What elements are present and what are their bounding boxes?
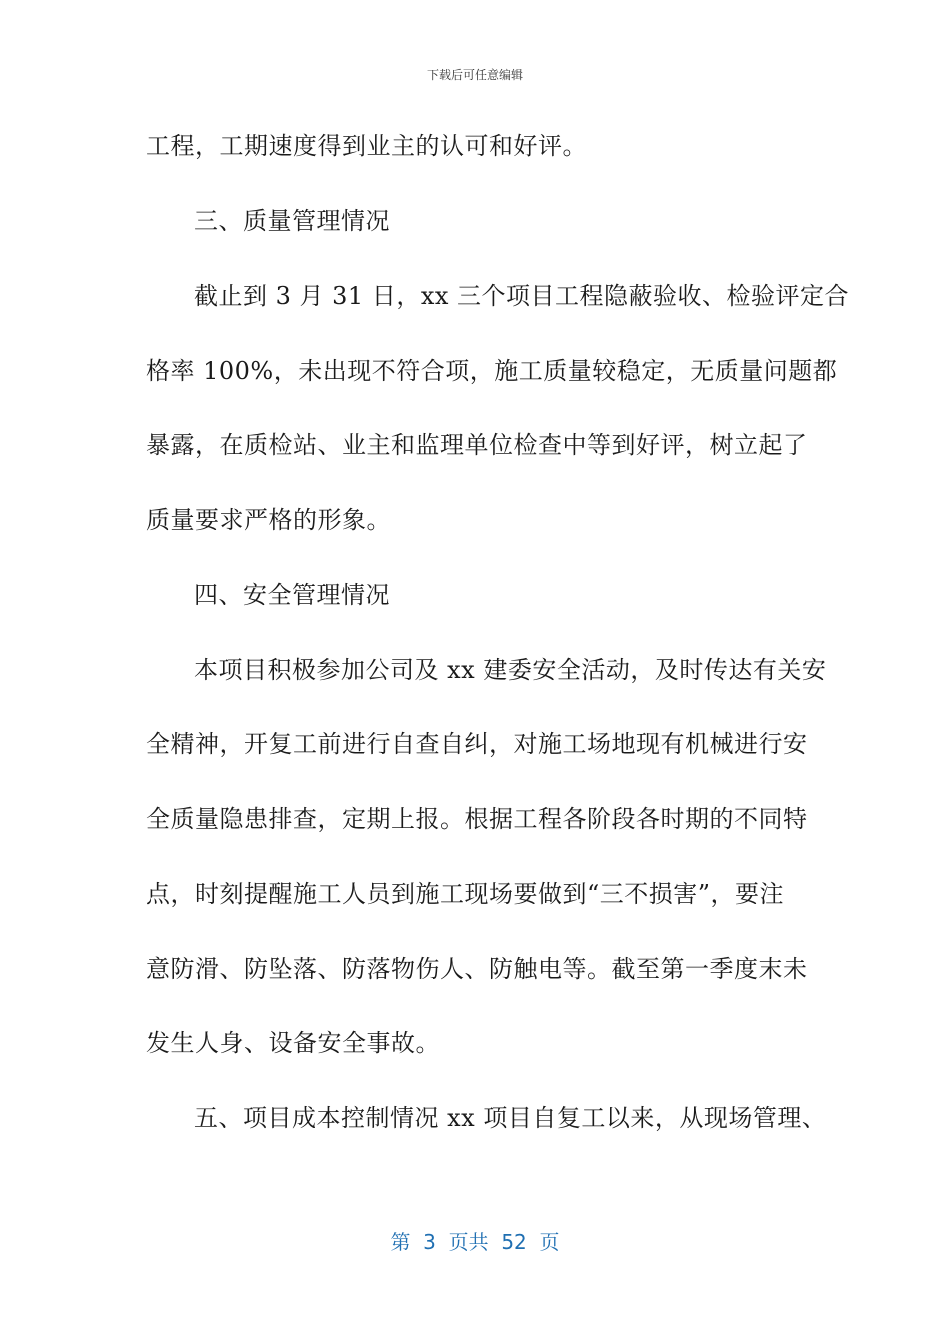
body-line: 暴露，在质检站、业主和监理单位检查中等到好评，树立起了	[146, 431, 808, 459]
body-line: 点，时刻提醒施工人员到施工现场要做到“三不损害”，要注	[146, 880, 785, 908]
section-heading-safety: 四、安全管理情况	[194, 581, 390, 609]
body-line: 发生人身、设备安全事故。	[146, 1029, 440, 1057]
section-heading-quality: 三、质量管理情况	[194, 207, 390, 235]
body-line: 工程，工期速度得到业主的认可和好评。	[146, 132, 587, 160]
body-line: 意防滑、防坠落、防落物伤人、防触电等。截至第一季度末未	[146, 955, 808, 983]
body-line: 本项目积极参加公司及 xx 建委安全活动，及时传达有关安	[194, 656, 827, 684]
body-line: 格率 100%，未出现不符合项，施工质量较稳定，无质量问题都	[146, 357, 838, 385]
page-number: 第 3 页共 52 页	[390, 1230, 560, 1254]
body-line: 质量要求严格的形象。	[146, 506, 391, 534]
body-line: 全质量隐患排查，定期上报。根据工程各阶段各时期的不同特	[146, 805, 808, 833]
section-heading-cost: 五、项目成本控制情况 xx 项目自复工以来，从现场管理、	[194, 1104, 827, 1132]
header-note: 下载后可任意编辑	[426, 68, 523, 82]
body-line: 截止到 3 月 31 日，xx 三个项目工程隐蔽验收、检验评定合	[194, 282, 850, 310]
body-line: 全精神，开复工前进行自查自纠，对施工场地现有机械进行安	[146, 730, 808, 758]
